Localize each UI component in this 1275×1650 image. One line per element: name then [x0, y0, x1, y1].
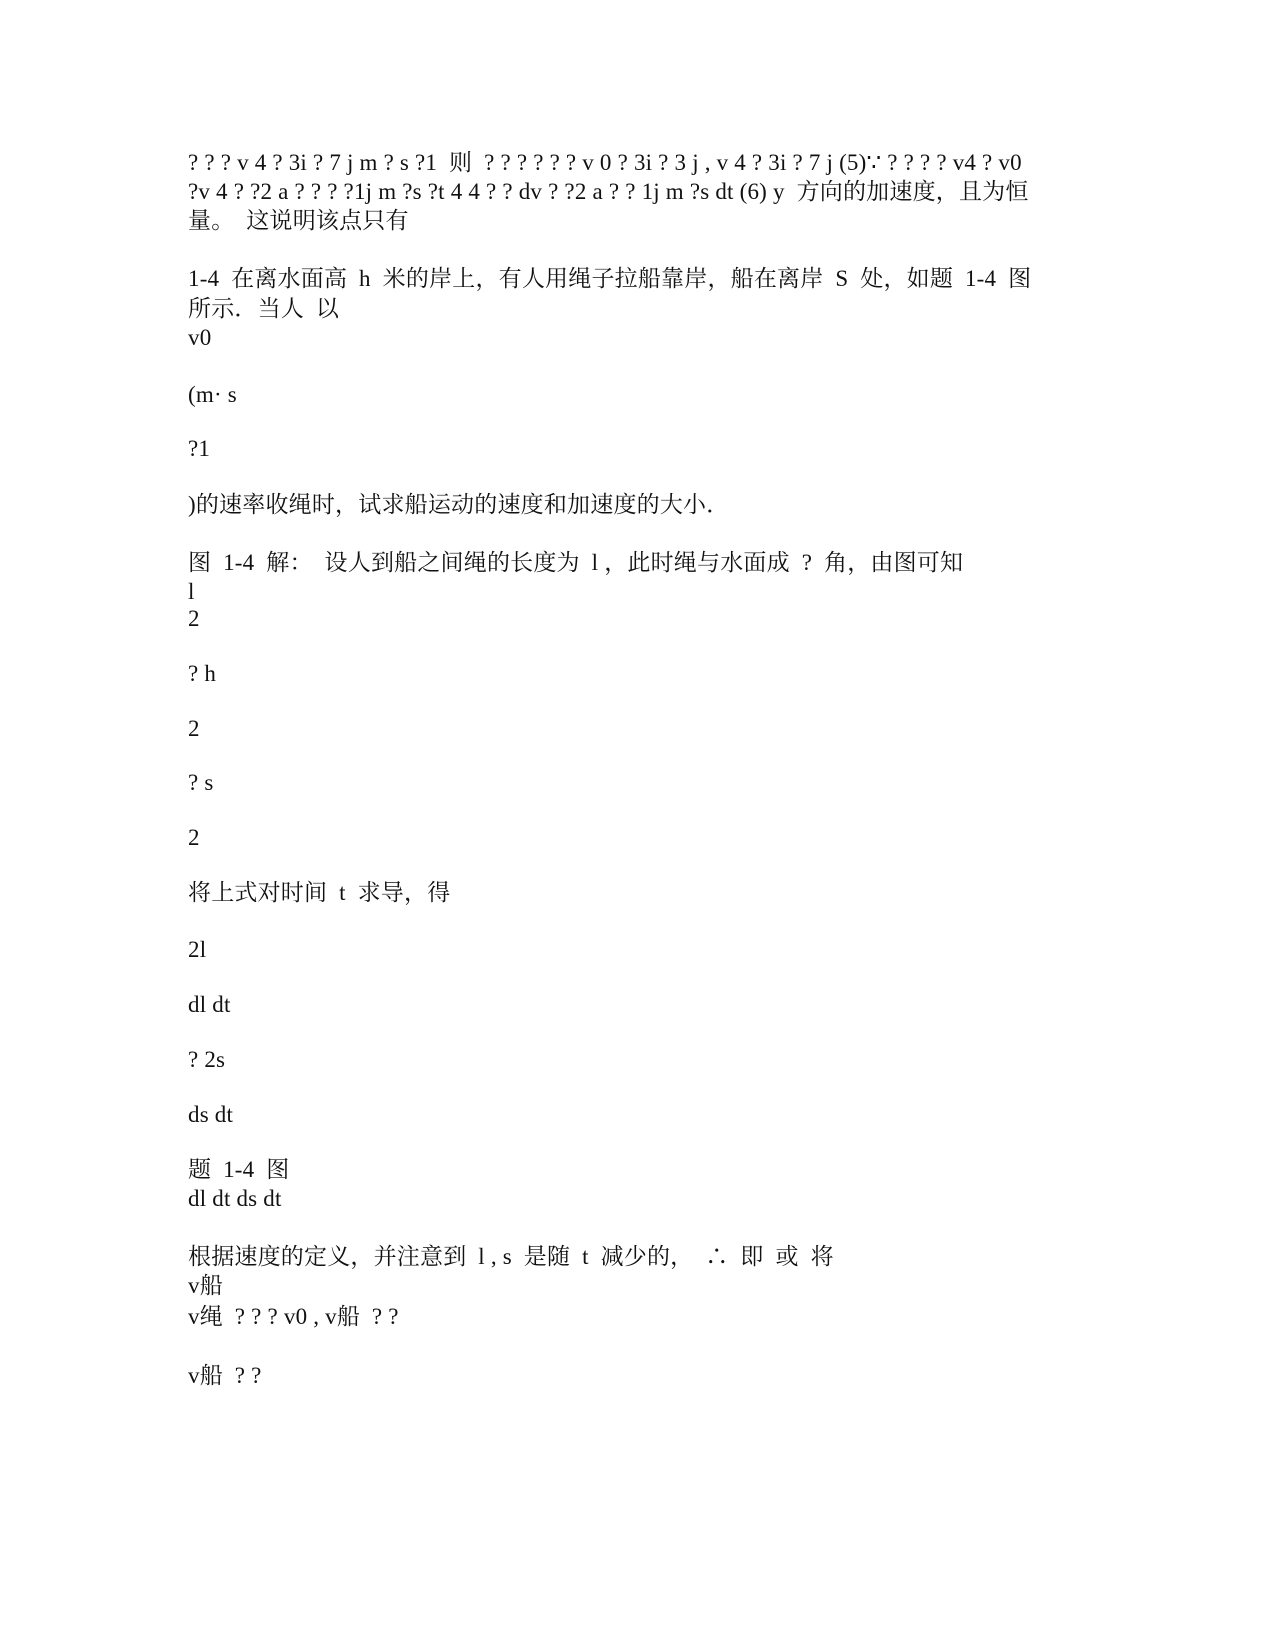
- text-line: dl dt ds dt: [188, 1186, 282, 1211]
- text-line: (m· s: [188, 382, 237, 407]
- text-line: ?v 4 ? ?2 a ? ? ? ?1j m ?s ?t 4 4 ? ? dv ? ?2 a ? ? 1j m ?s dt (6) y 方向的加速度，且为恒: [188, 179, 1029, 204]
- text-line: v绳 ? ? ? v0 , v船 ? ?: [188, 1304, 399, 1329]
- text-line: 将上式对时间 t 求导，得: [188, 880, 451, 905]
- text-line: 图 1-4 解： 设人到船之间绳的长度为 l ，此时绳与水面成 ? 角，由图可知: [188, 550, 964, 575]
- text-line: 根据速度的定义，并注意到 l , s 是随 t 减少的， ∴ 即 或 将: [188, 1244, 834, 1269]
- text-line: ?1: [188, 436, 211, 461]
- text-line: 题 1-4 图: [188, 1157, 290, 1182]
- text-line: dl dt: [188, 992, 231, 1017]
- text-line: v船 ? ?: [188, 1363, 262, 1388]
- text-line: l: [188, 579, 195, 604]
- text-line: ? s: [188, 770, 214, 795]
- text-line: 所示．当人 以: [188, 296, 340, 321]
- text-line: )的速率收绳时，试求船运动的速度和加速度的大小．: [188, 492, 730, 517]
- text-line: ? ? ? v 4 ? 3i ? 7 j m ? s ?1 则 ? ? ? ? ? ? v 0 ? 3i ? 3 j , v 4 ? 3i ? 7 j (5)∵ ? ? ? ? v4 ? v0: [188, 150, 1022, 175]
- text-line: 2l: [188, 937, 207, 962]
- text-line: 2: [188, 716, 200, 741]
- text-line: v0: [188, 325, 212, 350]
- text-line: 1-4 在离水面高 h 米的岸上，有人用绳子拉船靠岸，船在离岸 S 处，如题 1-4 图: [188, 266, 1032, 291]
- text-line: ? 2s: [188, 1047, 226, 1072]
- text-line: ? h: [188, 661, 217, 686]
- text-line: 量。 这说明该点只有: [188, 208, 409, 233]
- text-line: 2: [188, 606, 200, 631]
- text-line: v船: [188, 1273, 223, 1298]
- text-line: 2: [188, 825, 200, 850]
- text-line: ds dt: [188, 1102, 234, 1127]
